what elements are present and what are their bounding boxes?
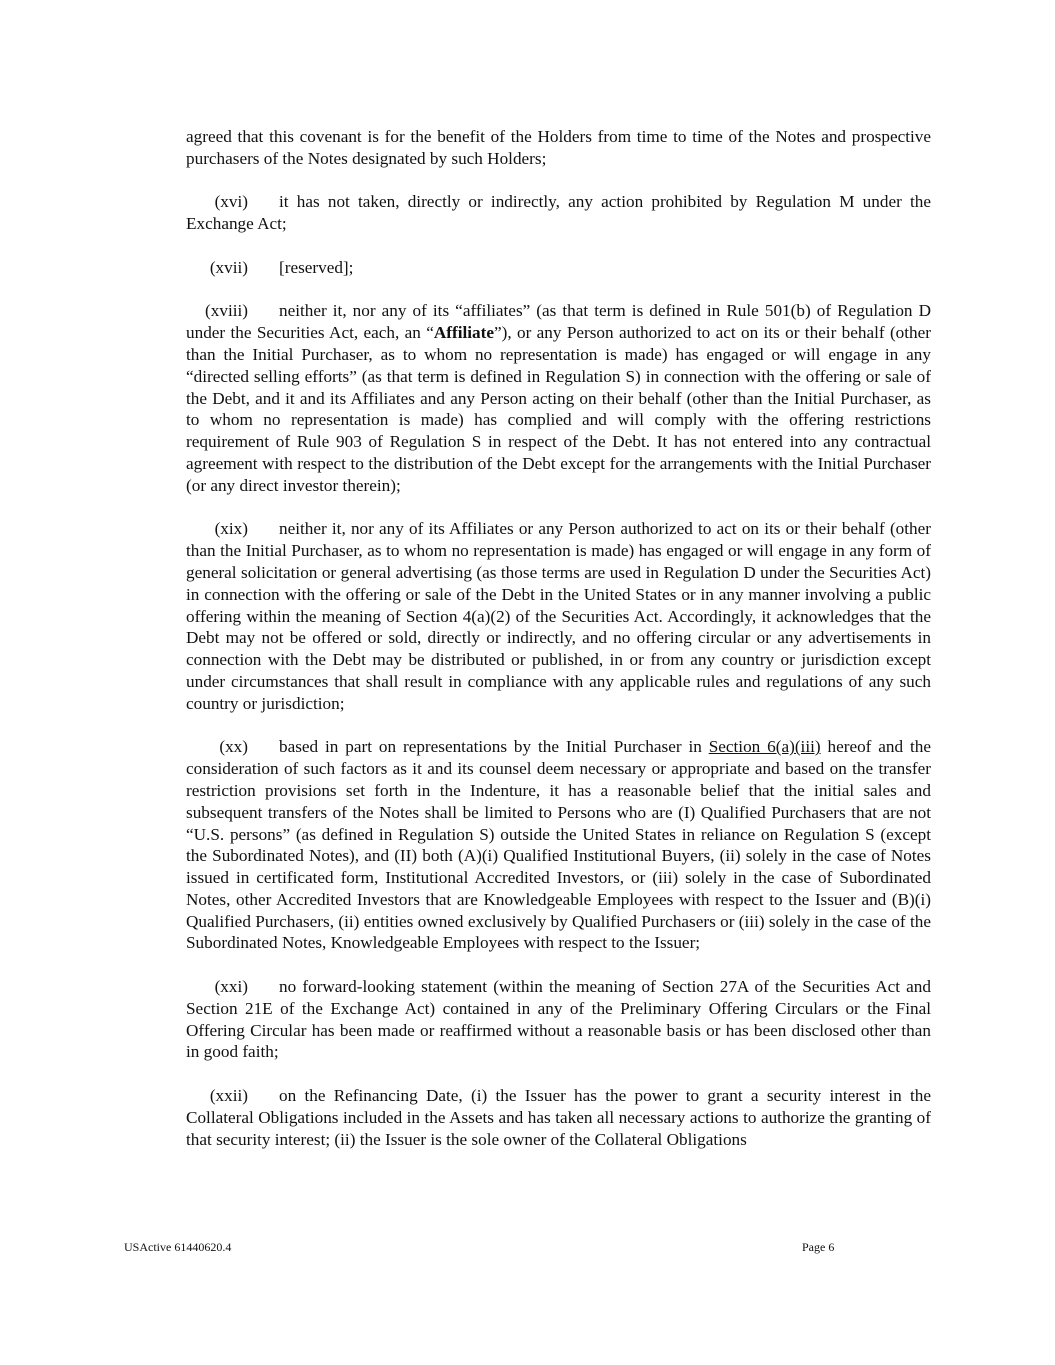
clause-text: no forward-looking statement (within the meaning of Section 27A of the Securities Act and Section 21E of the Exchange Act) contained in any of the Preliminary Offering Circulars or the Final Offering Circular has been made or reaffirmed without a reasonable basis or has been disclosed other than in good faith;	[186, 977, 931, 1062]
clause-text-continued: hereof and the consideration of such factors as it and its counsel deem necessary or appropriate and based on the transfer restriction provisions set forth in the Indenture, it has a reasonable belief that the initial sales and subsequent transfers of the Notes shall be limited to Persons who are (I) Qualified Purchasers that are not “U.S. persons” (as defined in Regulation S) outside the United States in reliance on Regulation S (except the Subordinated Notes), and (II) both (A)(i) Qualified Institutional Buyers, (ii) solely in the case of Notes issued in certificated form, Institutional Accredited Investors, or (iii) solely in the case of Subordinated Notes, other Accredited Investors that are Knowledgeable Employees with respect to the Issuer and (B)(i) Qualified Purchasers, (ii) entities owned exclusively by Qualified Purchasers or (iii) solely in the case of the Subordinated Notes, Knowledgeable Employees with respect to the Issuer;	[186, 737, 931, 953]
clause-text: on the Refinancing Date, (i) the Issuer has the power to grant a security interest in the Collateral Obligations included in the Assets and has taken all necessary actions to authorize the granting of that security interest; (ii) the Issuer is the sole owner of the Collateral Obligations	[186, 1086, 931, 1149]
clause-number: (xviii)	[205, 301, 248, 321]
document-body	[186, 126, 931, 1172]
clause-text: neither it, nor any of its “affiliates” (as that term is defined in Rule 501(b) of Regulation D under the Securities Act, each, an “	[186, 301, 931, 343]
clause-xvii	[186, 257, 931, 279]
clause-text-continued: ”), or any Person authorized to act on its or their behalf (other than the Initial Purchaser, as to whom no representation is made) has engaged or will engage in any “directed selling efforts” (as that term is defined in Regulation S) in connection with the offering or sale of the Debt, and it and its Affiliates and any Person acting on their behalf (other than the Initial Purchaser, as to whom no representation is made) has complied and will comply with the offering restrictions requirement of Rule 903 of Regulation S in respect of the Debt. It has not entered into any contractual agreement with respect to the distribution of the Debt except for the arrangements with the Initial Purchaser (or any direct investor therein);	[186, 323, 931, 495]
clause-xxii	[186, 1085, 931, 1150]
clause-xxi	[186, 976, 931, 1063]
clause-xix	[186, 518, 931, 714]
clause-number: (xvi)	[214, 192, 248, 212]
clause-number: (xix)	[214, 519, 248, 539]
clause-xvi	[186, 191, 931, 235]
clause-number: (xvii)	[209, 257, 248, 277]
defined-term-affiliate: Affiliate	[433, 323, 494, 343]
footer-page-number: Page 6	[802, 1240, 835, 1254]
footer-document-id: USActive 61440620.4	[124, 1240, 232, 1254]
clause-text: it has not taken, directly or indirectly, any action prohibited by Regulation M under the Exchange Act;	[186, 192, 931, 234]
clause-xviii	[186, 300, 931, 496]
clause-number: (xx)	[219, 737, 248, 757]
clause-number: (xxi)	[214, 977, 248, 997]
clause-number: (xxii)	[209, 1086, 248, 1106]
clause-text: [reserved];	[279, 257, 354, 277]
continuation-paragraph: agreed that this covenant is for the benefit of the Holders from time to time of the Notes and prospective purchasers of the Notes designated by such Holders;	[186, 127, 931, 168]
clause-text: neither it, nor any of its Affiliates or any Person authorized to act on its or their behalf (other than the Initial Purchaser, as to whom no representation is made) has engaged or will engage in any form of general solicitation or general advertising (as those terms are used in Regulation D under the Securities Act) in connection with the offering or sale of the Debt in the United States or in any manner involving a public offering within the meaning of Section 4(a)(2) of the Securities Act. Accordingly, it acknowledges that the Debt may not be offered or sold, directly or indirectly, and no offering circular or any advertisements in connection with the Debt may be distributed or published, in or from any country or jurisdiction except under circumstances that shall result in compliance with any applicable rules and regulations of any such country or jurisdiction;	[186, 519, 931, 713]
clause-text: based in part on representations by the Initial Purchaser in	[279, 737, 709, 757]
clause-xx	[186, 736, 931, 954]
section-reference-link[interactable]: Section 6(a)(iii)	[708, 737, 821, 757]
